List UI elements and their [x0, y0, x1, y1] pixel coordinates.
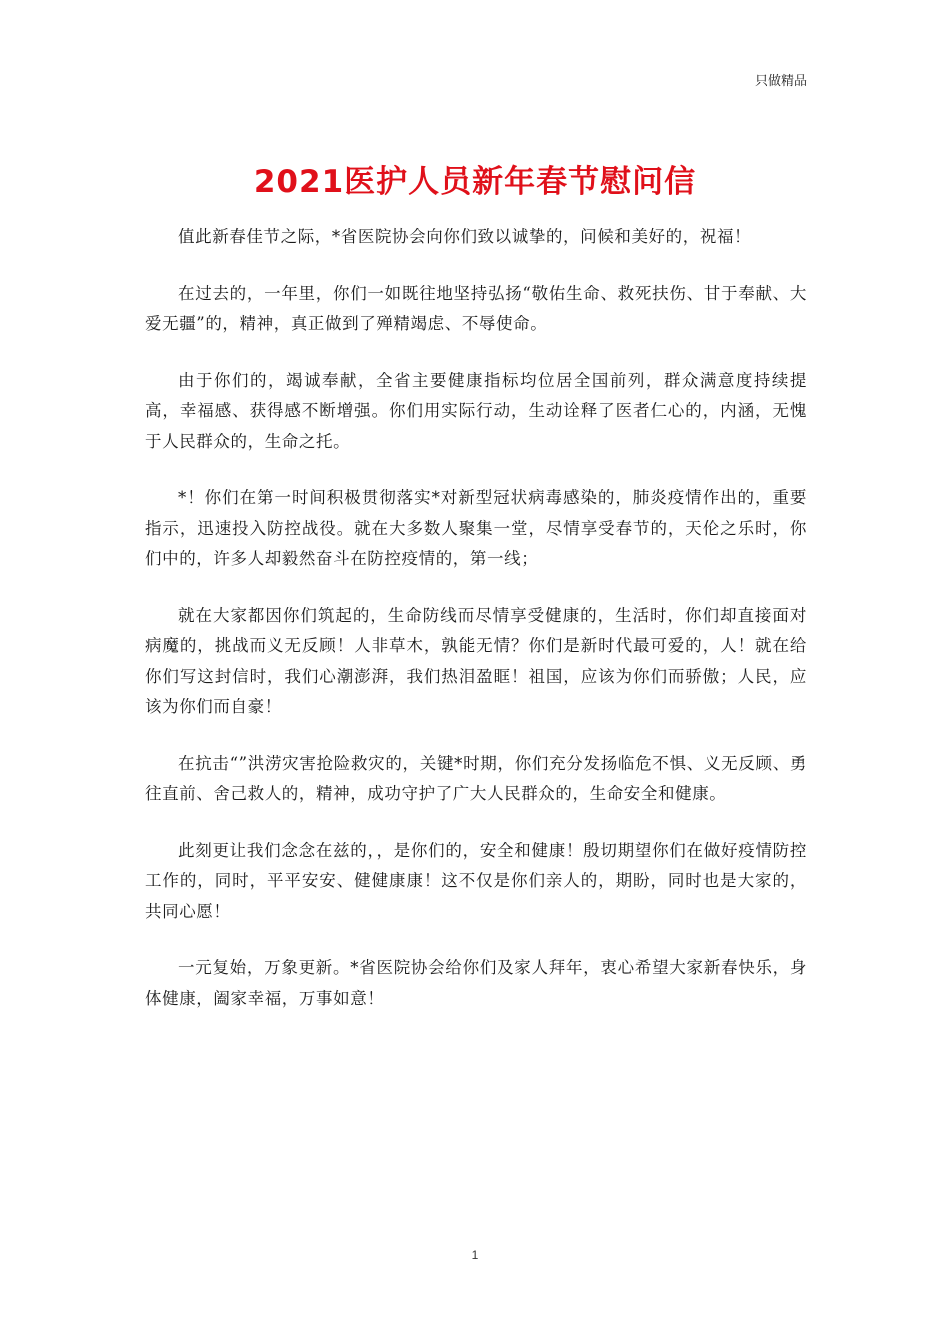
paragraph-epidemic: *！你们在第一时间积极贯彻落实*对新型冠状病毒感染的，肺炎疫情作出的，重要指示，迅速投入防控战役。就在大多数人聚集一堂，尽情享受春节的，天伦之乐时，你们中的，许多人却毅然奋斗在防控疫情的，第一线；	[145, 488, 807, 568]
page-number: 1	[471, 1248, 479, 1262]
paragraph-greeting: 值此新春佳节之际，*省医院协会向你们致以诚挚的，问候和美好的，祝福！	[178, 227, 752, 246]
paragraph-flood-relief: 在抗击“”洪涝灾害抢险救灾的，关键*时期，你们充分发扬临危不惧、义无反顾、勇往直前、舍己救人的，精神，成功守护了广大人民群众的，生命安全和健康。	[145, 753, 807, 803]
document-title: 2021医护人员新年春节慰问信	[253, 164, 697, 200]
paragraph-safety: 此刻更让我们念念在兹的，，是你们的，安全和健康！殷切期望你们在做好疫情防控工作的，同时，平平安安、健健康康！这不仅是你们亲人的，期盼，同时也是大家的，共同心愿！	[145, 840, 807, 921]
header-note: 只做精品	[754, 74, 807, 89]
paragraph-past-year: 在过去的，一年里，你们一如既往地坚持弘扬“敬佑生命、救死扶伤、甘于奉献、大爱无疆”的，精神，真正做到了殚精竭虑、不辱使命。	[145, 283, 807, 333]
document-body	[145, 222, 807, 1040]
paragraph-frontline: 就在大家都因你们筑起的，生命防线而尽情享受健康的，生活时，你们却直接面对病魔的，挑战而义无反顾！人非草木，孰能无情？你们是新时代最可爱的，人！就在给你们写这封信时，我们心潮澎湃，我们热泪盈眶！祖国，应该为你们而骄傲；人民，应该为你们而自豪！	[145, 605, 807, 716]
paragraph-new-year-wishes: 一元复始，万象更新。*省医院协会给你们及家人拜年，衷心希望大家新春快乐，身体健康，阖家幸福，万事如意！	[145, 958, 807, 1008]
paragraph-dedication: 由于你们的，竭诚奉献，全省主要健康指标均位居全国前列，群众满意度持续提高，幸福感、获得感不断增强。你们用实际行动，生动诠释了医者仁心的，内涵，无愧于人民群众的，生命之托。	[145, 370, 807, 451]
